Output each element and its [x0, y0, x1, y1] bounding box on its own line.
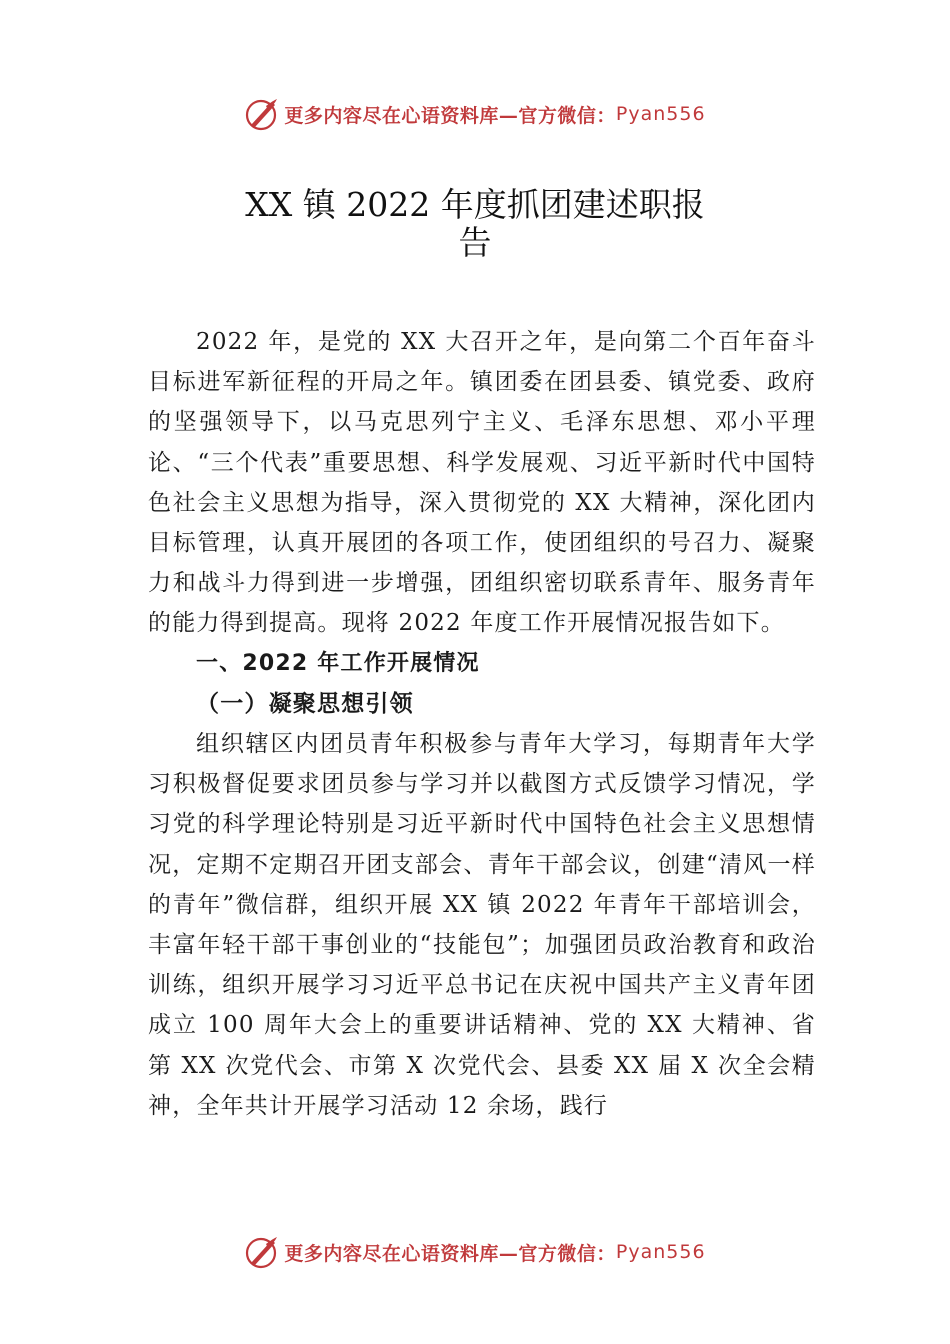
watermark-banner-top [0, 94, 950, 134]
title-line-1: XX 镇 2022 年度抓团建述职报 [245, 185, 705, 224]
quill-logo-icon [244, 1234, 280, 1270]
subsection-heading-1: （一）凝聚思想引领 [196, 689, 414, 717]
document-body [148, 322, 816, 1126]
watermark-wechat-id: Pyan556 [615, 103, 706, 125]
watermark-text: 更多内容尽在心语资料库—官方微信： [284, 1242, 616, 1265]
document-title [0, 186, 950, 262]
section-paragraph-1: 组织辖区内团员青年积极参与青年大学习，每期青年大学习积极督促要求团员参与学习并以截图方式反馈学习情况，学习党的科学理论特别是习近平新时代中国特色社会主义思想情况，定期不定期召开团支部会、青年干部会议，创建“清风一样的青年”微信群，组织开展 XX 镇 2022 年青年干部培训会，丰富年轻干部干事创业的“技能包”；加强团员政治教育和政治训练，组织开展学习习近平总书记在庆祝中国共产主义青年团成立 100 周年大会上的重要讲话精神、党的 XX 大精神、省第 XX 次党代会、市第 X 次党代会、县委 XX 届 X 次全会精神，全年共计开展学习活动 12 余场，践行 [148, 731, 816, 1119]
title-line-2: 告 [458, 223, 492, 262]
quill-logo-icon [244, 96, 280, 132]
intro-paragraph: 2022 年，是党的 XX 大召开之年，是向第二个百年奋斗目标进军新征程的开局之年。镇团委在团县委、镇党委、政府的坚强领导下，以马克思列宁主义、毛泽东思想、邓小平理论、“三个代表”重要思想、科学发展观、习近平新时代中国特色社会主义思想为指导，深入贯彻党的 XX 大精神，深化团内目标管理，认真开展团的各项工作，使团组织的号召力、凝聚力和战斗力得到进一步增强，团组织密切联系青年、服务青年的能力得到提高。现将 2022 年度工作开展情况报告如下。 [148, 329, 816, 637]
watermark-wechat-id: Pyan556 [615, 1241, 706, 1263]
watermark-text: 更多内容尽在心语资料库—官方微信： [284, 104, 616, 127]
watermark-banner-bottom [0, 1232, 950, 1272]
section-heading-1: 一、2022 年工作开展情况 [196, 650, 480, 676]
